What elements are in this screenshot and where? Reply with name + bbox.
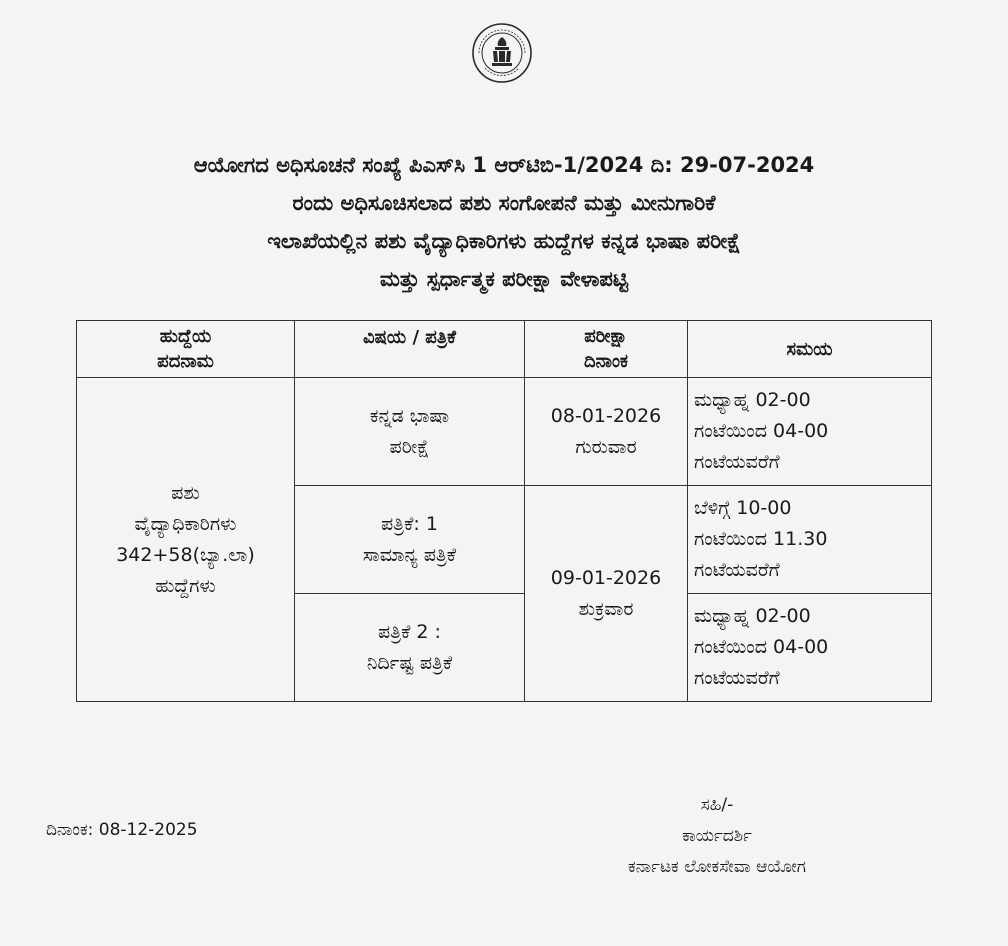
issue-date: ದಿನಾಂಕ: 08-12-2025 — [46, 820, 198, 840]
signed-mark: ಸಹಿ/- — [700, 795, 734, 815]
title-line: ಇಲಾಖೆಯಲ್ಲಿನ ಪಶು ವೈದ್ಯಾಧಿಕಾರಿಗಳು ಹುದ್ದೆಗಳ ಕನ್ನಡ ಭಾಷಾ ಪರೀಕ್ಷೆ — [267, 229, 741, 253]
header-date: ಪರೀಕ್ಷಾ ದಿನಾಂಕ — [525, 321, 688, 378]
header-post: ಹುದ್ದೆಯ ಪದನಾಮ — [77, 321, 295, 378]
subject-cell: ಪತ್ರಿಕೆ: 1 ಸಾಮಾನ್ಯ ಪತ್ರಿಕೆ — [295, 486, 525, 594]
signature-block — [562, 790, 872, 883]
header-subject: ವಿಷಯ / ಪತ್ರಿಕೆ — [295, 321, 525, 378]
time-cell: ಬೆಳಿಗ್ಗೆ 10-00 ಗಂಟೆಯಿಂದ 11.30 ಗಂಟೆಯವರೆಗೆ — [688, 486, 932, 594]
subject-cell: ಪತ್ರಿಕೆ 2 : ನಿರ್ದಿಷ್ಟ ಪತ್ರಿಕೆ — [295, 594, 525, 702]
organization-name: ಕರ್ನಾಟಕ ಲೋಕಸೇವಾ ಆಯೋಗ — [628, 857, 806, 877]
time-cell: ಮಧ್ಯಾಹ್ನ 02-00 ಗಂಟೆಯಿಂದ 04-00 ಗಂಟೆಯವರೆಗೆ — [688, 378, 932, 486]
title-line: ಆಯೋಗದ ಅಧಿಸೂಚನೆ ಸಂಖ್ಯೆ ಪಿಎಸ್‌ಸಿ 1 ಆರ್‌ಟಿಬಿ-1/2024 ದಿ: 29-07-2024 — [193, 153, 815, 177]
government-seal-icon — [471, 22, 533, 84]
exam-schedule-table — [76, 320, 932, 702]
table-row — [77, 378, 932, 486]
document-title — [40, 146, 968, 298]
post-name-cell: ಪಶು ವೈದ್ಯಾಧಿಕಾರಿಗಳು 342+58(ಬ್ಯಾ.ಲಾ) ಹುದ್ದೆಗಳು — [77, 378, 295, 702]
title-line: ಮತ್ತು ಸ್ಪರ್ಧಾತ್ಮಕ ಪರೀಕ್ಷಾ ವೇಳಾಪಟ್ಟಿ — [379, 267, 629, 291]
header-time: ಸಮಯ — [688, 321, 932, 378]
date-cell: 08-01-2026 ಗುರುವಾರ — [525, 378, 688, 486]
date-cell: 09-01-2026 ಶುಕ್ರವಾರ — [525, 486, 688, 702]
subject-cell: ಕನ್ನಡ ಭಾಷಾ ಪರೀಕ್ಷೆ — [295, 378, 525, 486]
table-header-row — [77, 321, 932, 378]
time-cell: ಮಧ್ಯಾಹ್ನ 02-00 ಗಂಟೆಯಿಂದ 04-00 ಗಂಟೆಯವರೆಗೆ — [688, 594, 932, 702]
designation: ಕಾರ್ಯದರ್ಶಿ — [682, 826, 752, 846]
title-line: ರಂದು ಅಧಿಸೂಚಿಸಲಾದ ಪಶು ಸಂಗೋಪನೆ ಮತ್ತು ಮೀನುಗಾರಿಕೆ — [292, 191, 716, 215]
